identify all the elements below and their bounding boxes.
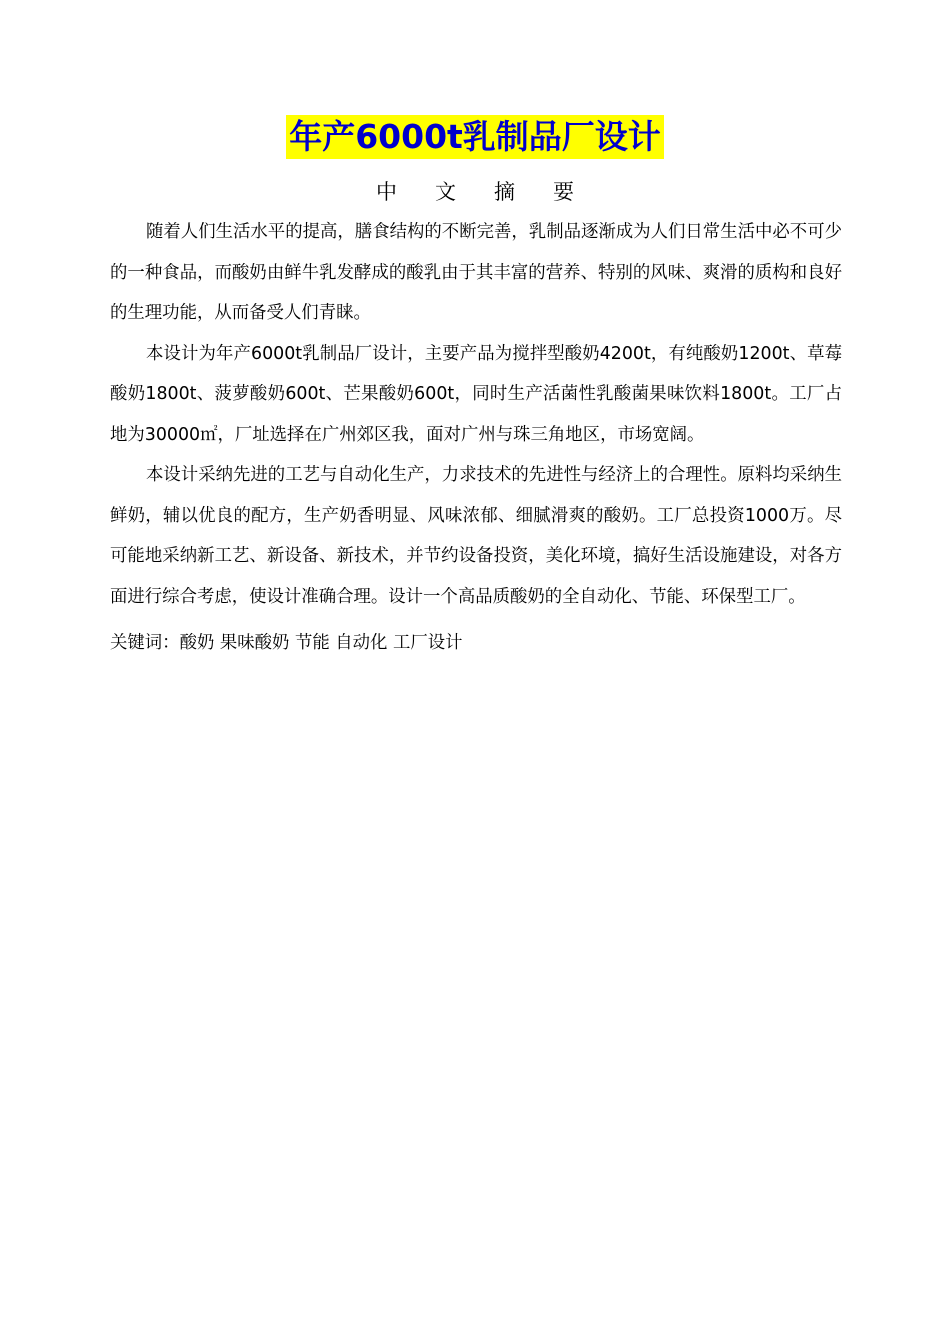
document-title: 年产6000t乳制品厂设计	[286, 115, 664, 159]
abstract-paragraph-2: 本设计为年产6000t乳制品厂设计，主要产品为搅拌型酸奶4200t，有纯酸奶1200t、草莓酸奶1800t、菠萝酸奶600t、芒果酸奶600t，同时生产活菌性乳酸菌果味饮料1800t。工厂占地为30000㎡，厂址选择在广州郊区我，面对广州与珠三角地区，市场宽阔。	[110, 343, 842, 445]
abstract-paragraph-1: 随着人们生活水平的提高，膳食结构的不断完善，乳制品逐渐成为人们日常生活中必不可少的一种食品，而酸奶由鲜牛乳发酵成的酸乳由于其丰富的营养、特别的风味、爽滑的质构和良好的生理功能，从而备受人们青睐。	[110, 222, 842, 323]
title-block	[0, 115, 950, 159]
abstract-paragraph-3: 本设计采纳先进的工艺与自动化生产，力求技术的先进性与经济上的合理性。原料均采纳生鲜奶，辅以优良的配方，生产奶香明显、风味浓郁、细腻滑爽的酸奶。工厂总投资1000万。尽可能地采纳新工艺、新设备、新技术，并节约设备投资，美化环境，搞好生活设施建设，对各方面进行综合考虑，使设计准确合理。设计一个高品质酸奶的全自动化、节能、环保型工厂。	[110, 465, 842, 607]
abstract-heading: 中文摘要	[376, 180, 612, 204]
keywords-line: 关键词：酸奶 果味酸奶 节能 自动化 工厂设计	[110, 633, 463, 653]
abstract-body	[110, 212, 842, 663]
